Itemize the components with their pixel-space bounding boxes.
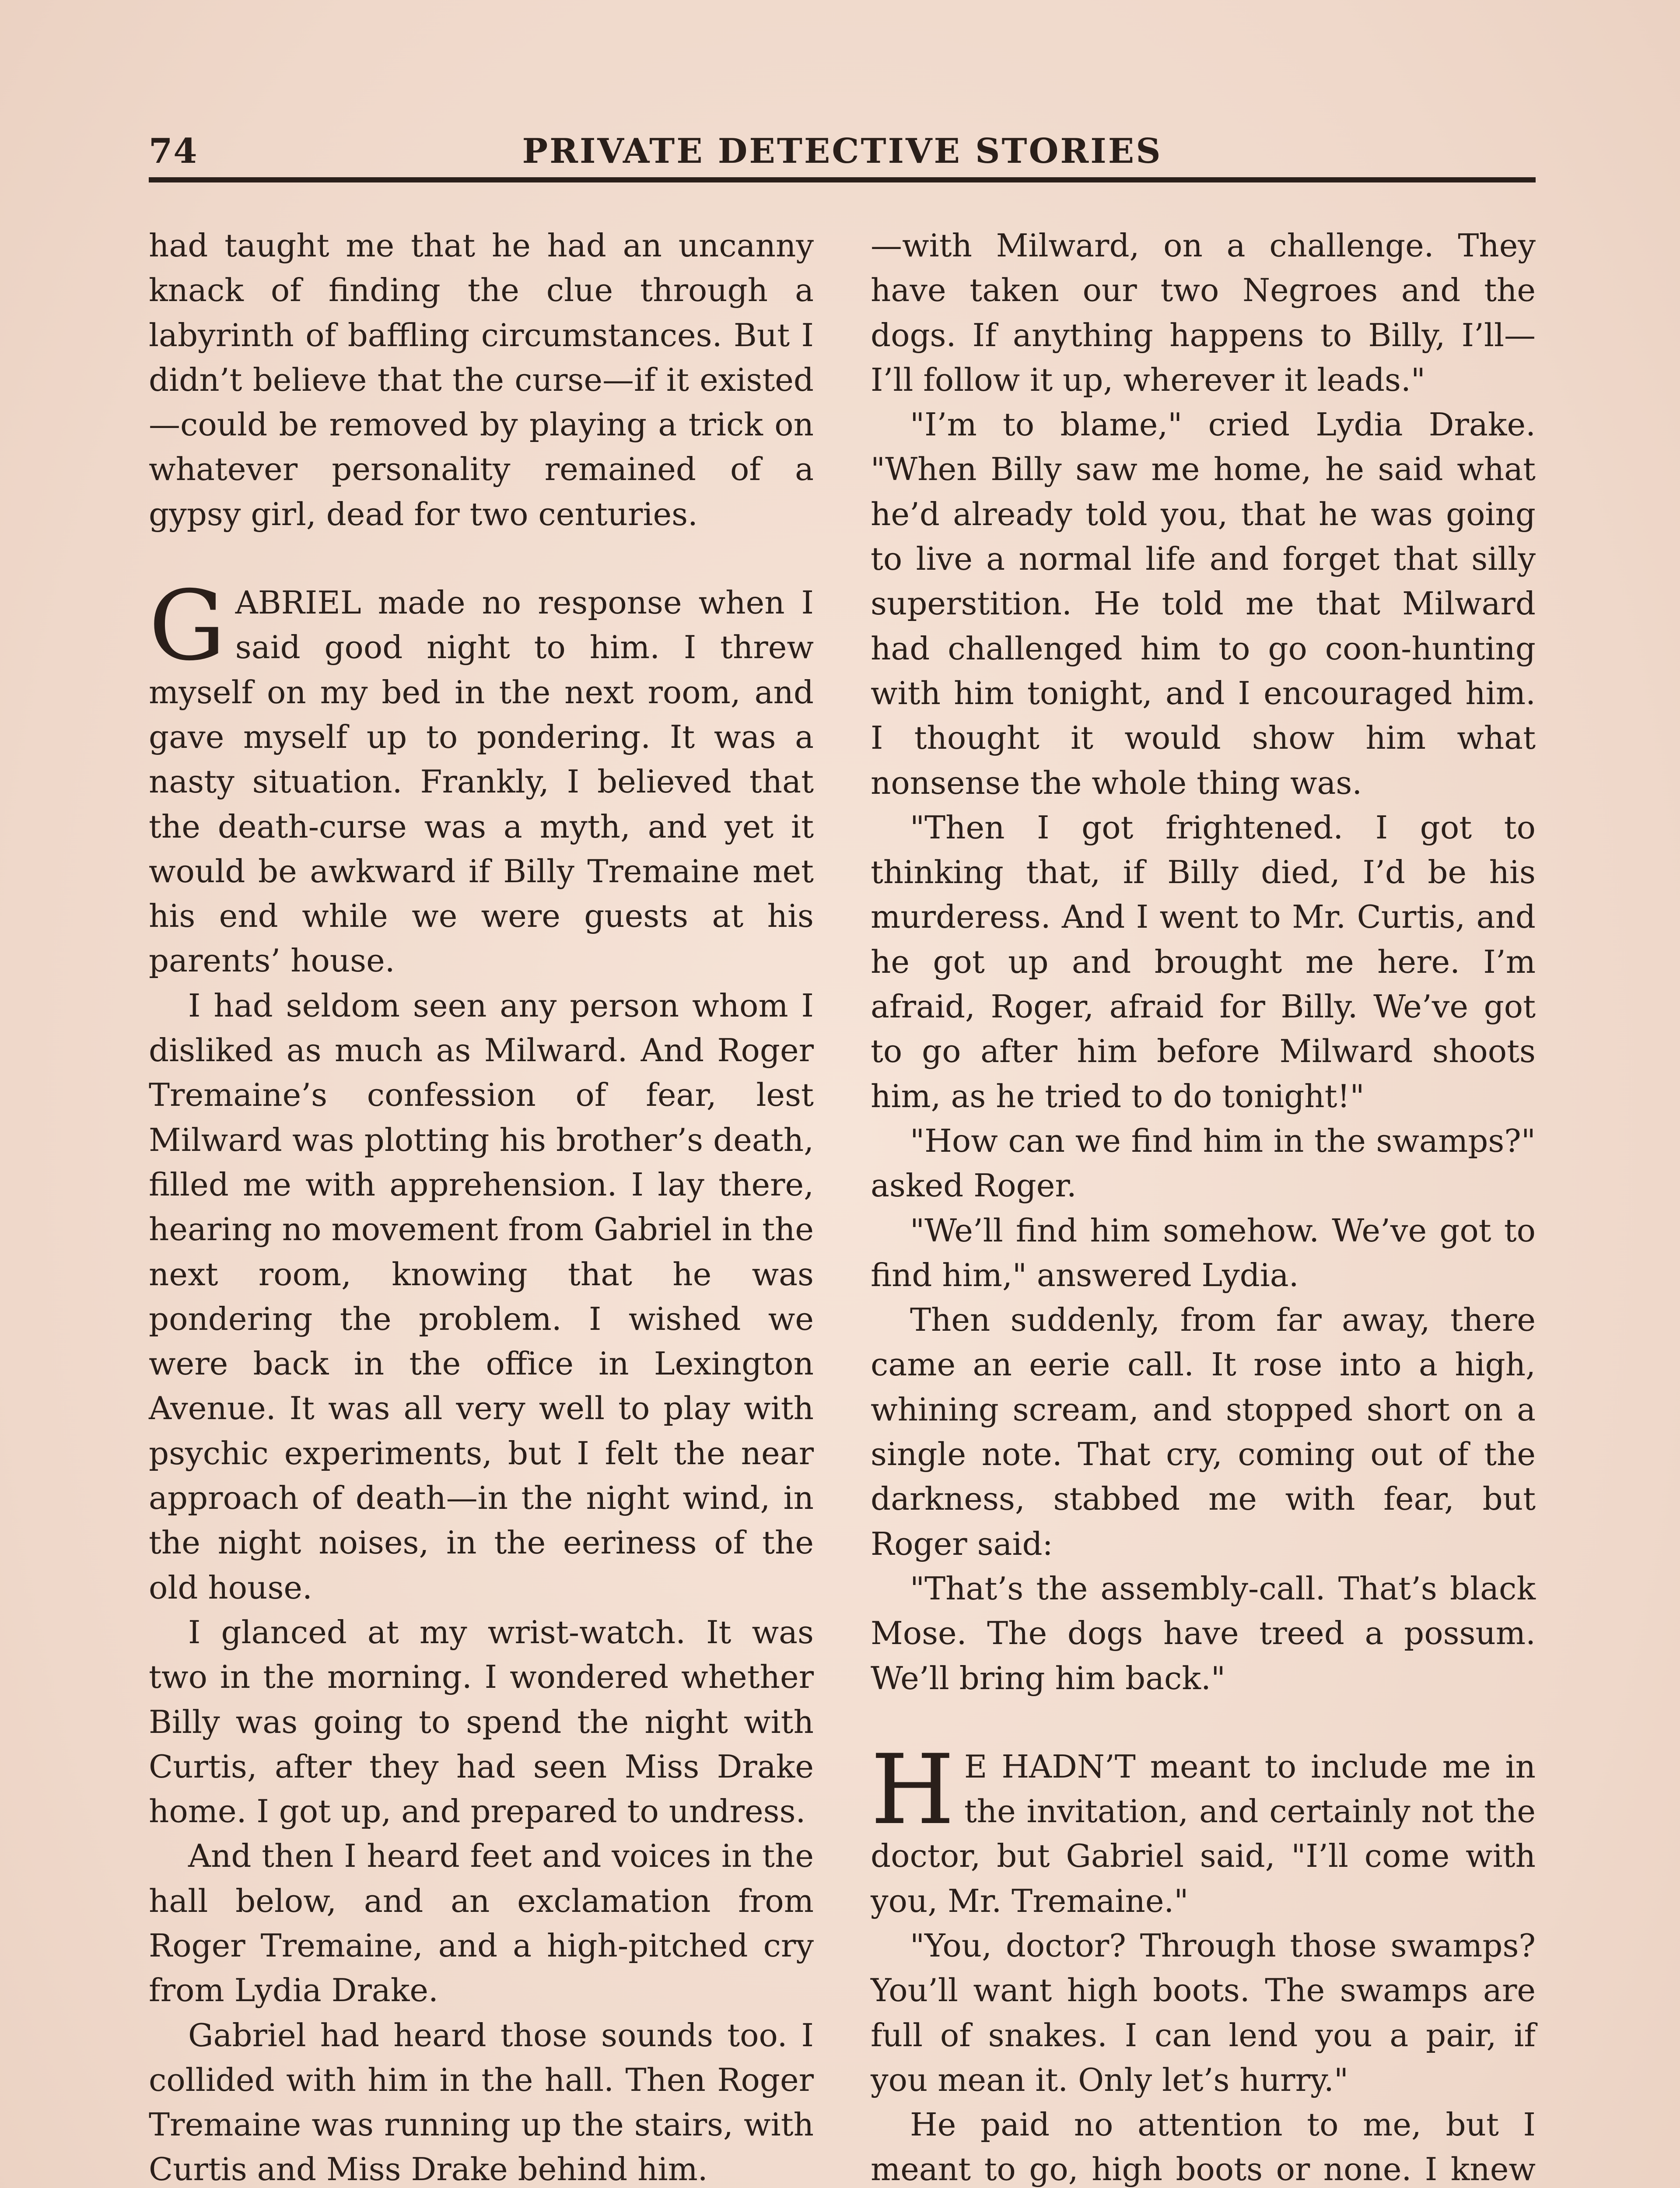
paragraph: He paid no attention to me, but I meant to go, high boots or none. I knew [871,2106,1536,2188]
drop-cap: H [871,1733,955,1846]
paragraph-with-dropcap [149,570,814,983]
drop-cap: G [149,570,226,682]
paragraph-with-dropcap [871,1733,1536,1923]
right-column [871,223,1536,2188]
paragraph-text: E HADN’T meant to include me in the invitation, and certainly not the doctor, but Gabriel said, "I’ll come with you, Mr. Tremaine." [871,1748,1536,1919]
paragraph: "How can we find him in the swamps?" asked Roger. [871,1122,1536,1204]
left-column [149,223,814,2188]
paragraph: "That’s the assembly-call. That’s black Mose. The dogs have treed a possum. We’ll bring him back." [871,1570,1536,1697]
paragraph: I glanced at my wrist-watch. It was two in the morning. I wondered whether Billy was going to spend the night with Curtis, after they had seen Miss Drake home. I got up, and prepared to undress. [149,1613,814,1830]
paragraph: Gabriel had heard those sounds too. I collided with him in the hall. Then Roger Tremaine was running up the stairs, with Curtis and Miss Drake behind him. [149,2016,814,2188]
paragraph: —with Milward, on a challenge. They have taken our two Negroes and the dogs. If anything happens to Billy, I’ll—I’ll follow it up, wherever it leads." [871,227,1536,398]
header-rule [149,177,1536,182]
paragraph: "You, doctor? Through those swamps? You’ll want high boots. The swamps are full of snakes. I can lend you a pair, if you mean it. Only let’s hurry." [871,1927,1536,2098]
paragraph: I had seldom seen any person whom I disliked as much as Milward. And Roger Tremaine’s confession of fear, lest Milward was plotting his brother’s death, filled me with apprehension. I lay there, hearing no movement from Gabriel in the next room, knowing that he was pondering the problem. I wished we were back in the office in Lexington Avenue. It was all very well to play with psychic experiments, but I felt the near approach of death—in the night wind, in the night noises, in the eeriness of the old house. [149,987,814,1606]
paragraph: "I’m to blame," cried Lydia Drake. "When Billy saw me home, he said what he’d already told you, that he was going to live a normal life and forget that silly superstition. He told me that Milward had challenged him to go coon-hunting with him tonight, and I encouraged him. I thought it would show him what nonsense the whole thing was. [871,406,1536,801]
paragraph-text: ABRIEL made no response when I said good night to him. I threw myself on my bed in the next room, and gave myself up to pondering. It was a nasty situation. Frankly, I believed that the death-curse was a myth, and yet it would be awkward if Billy Tremaine met his end while we were guests at his parents’ house. [149,584,814,979]
paragraph: "Then I got frightened. I got to thinking that, if Billy died, I’d be his murderess. And I went to Mr. Curtis, and he got up and brought me here. I’m afraid, Roger, afraid for Billy. We’ve got to go after him before Milward shoots him, as he tried to do tonight!" [871,809,1536,1115]
page-number: 74 [149,131,198,171]
page-header [149,127,1536,175]
paragraph: Then suddenly, from far away, there came an eerie call. It rose into a high, whining scream, and stopped short on a single note. That cry, coming out of the darkness, stabbed me with fear, but Roger said: [871,1301,1536,1562]
paragraph: "We’ll find him somehow. We’ve got to find him," answered Lydia. [871,1212,1536,1294]
paragraph: had taught me that he had an uncanny knack of finding the clue through a labyrinth of baffling circumstances. But I didn’t believe that the curse—if it existed—could be removed by playing a trick on whatever personality remained of a gypsy girl, dead for two centuries. [149,227,814,533]
paragraph: And then I heard feet and voices in the hall below, and an exclamation from Roger Tremaine, and a high-pitched cry from Lydia Drake. [149,1837,814,2009]
running-title: PRIVATE DETECTIVE STORIES [522,131,1162,171]
